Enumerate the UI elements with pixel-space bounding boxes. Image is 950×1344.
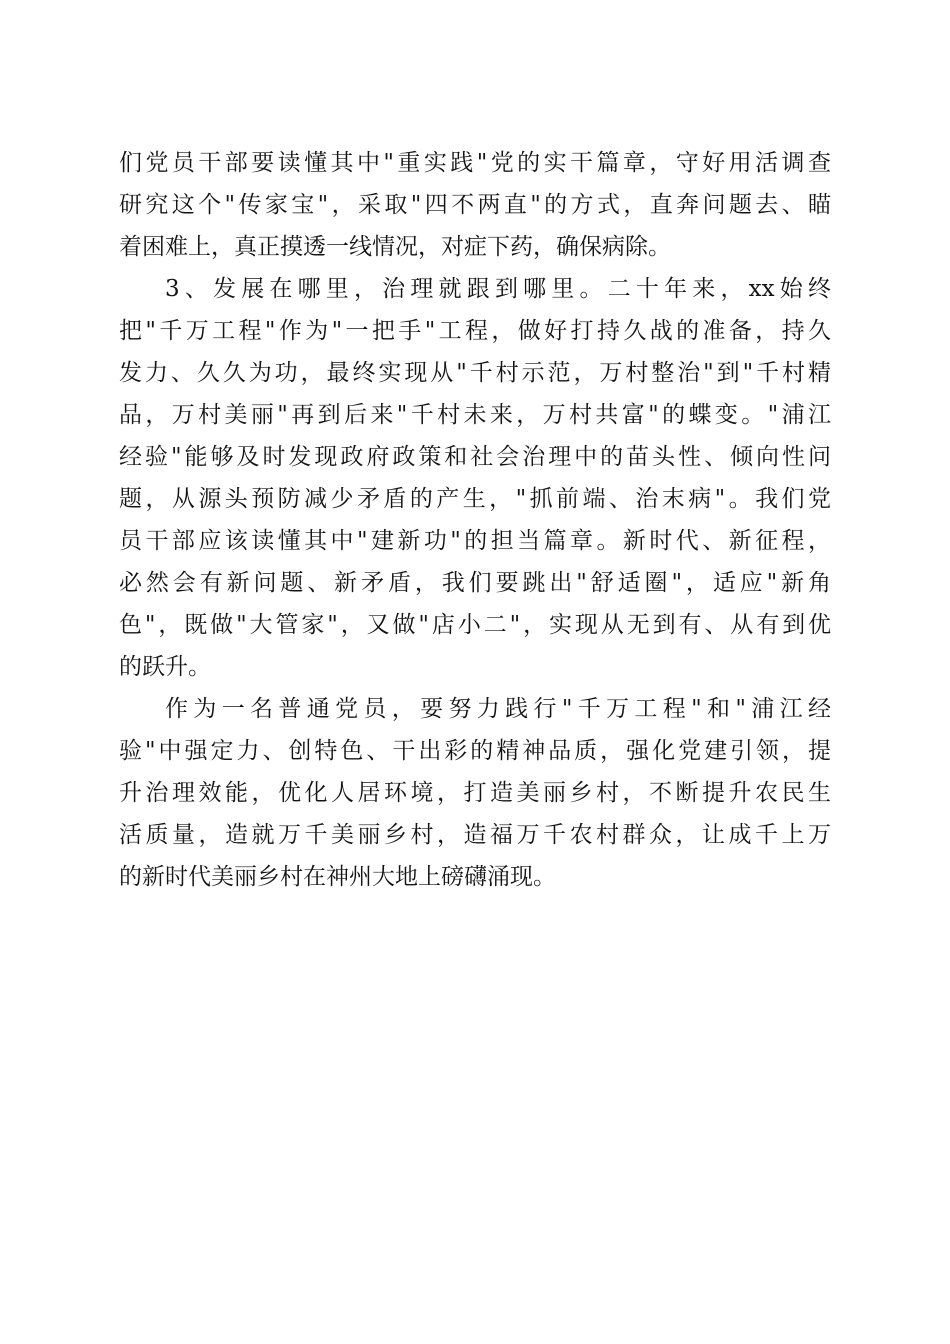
document-body — [119, 142, 831, 898]
paragraph-3 — [119, 688, 831, 898]
text-line: 升治理效能，优化人居环境，打造美丽乡村，不断提升农民生 — [119, 780, 831, 806]
paragraph-2 — [119, 268, 831, 688]
text-line: 3、发展在哪里，治理就跟到哪里。二十年来，xx始终 — [165, 276, 831, 302]
text-line: 作为一名普通党员，要努力践行"千万工程"和"浦江经 — [165, 696, 831, 722]
text-line: 经验"能够及时发现政府政策和社会治理中的苗头性、倾向性问 — [119, 444, 831, 470]
text-line: 必然会有新问题、新矛盾，我们要跳出"舒适圈"，适应"新角 — [119, 570, 831, 596]
text-line: 员干部应该读懂其中"建新功"的担当篇章。新时代、新征程， — [119, 528, 831, 554]
text-line: 研究这个"传家宝"，采取"四不两直"的方式，直奔问题去、瞄 — [119, 192, 831, 218]
text-line: 的跃升。 — [119, 654, 211, 680]
text-line: 题，从源头预防减少矛盾的产生，"抓前端、治末病"。我们党 — [119, 486, 831, 512]
paragraph-1 — [119, 142, 831, 268]
text-line: 活质量，造就万千美丽乡村，造福万千农村群众，让成千上万 — [119, 822, 831, 848]
text-line: 发力、久久为功，最终实现从"千村示范，万村整治"到"千村精 — [119, 360, 831, 386]
text-line: 色"，既做"大管家"，又做"店小二"，实现从无到有、从有到优 — [119, 612, 831, 638]
text-line: 们党员干部要读懂其中"重实践"党的实干篇章，守好用活调查 — [119, 150, 831, 176]
text-line: 着困难上，真正摸透一线情况，对症下药，确保病除。 — [119, 234, 671, 260]
text-line: 把"千万工程"作为"一把手"工程，做好打持久战的准备，持久 — [119, 318, 831, 344]
text-line: 的新时代美丽乡村在神州大地上磅礴涌现。 — [119, 864, 556, 890]
text-line: 品，万村美丽"再到后来"千村未来，万村共富"的蝶变。"浦江 — [119, 402, 831, 428]
text-line: 验"中强定力、创特色、干出彩的精神品质，强化党建引领，提 — [119, 738, 831, 764]
